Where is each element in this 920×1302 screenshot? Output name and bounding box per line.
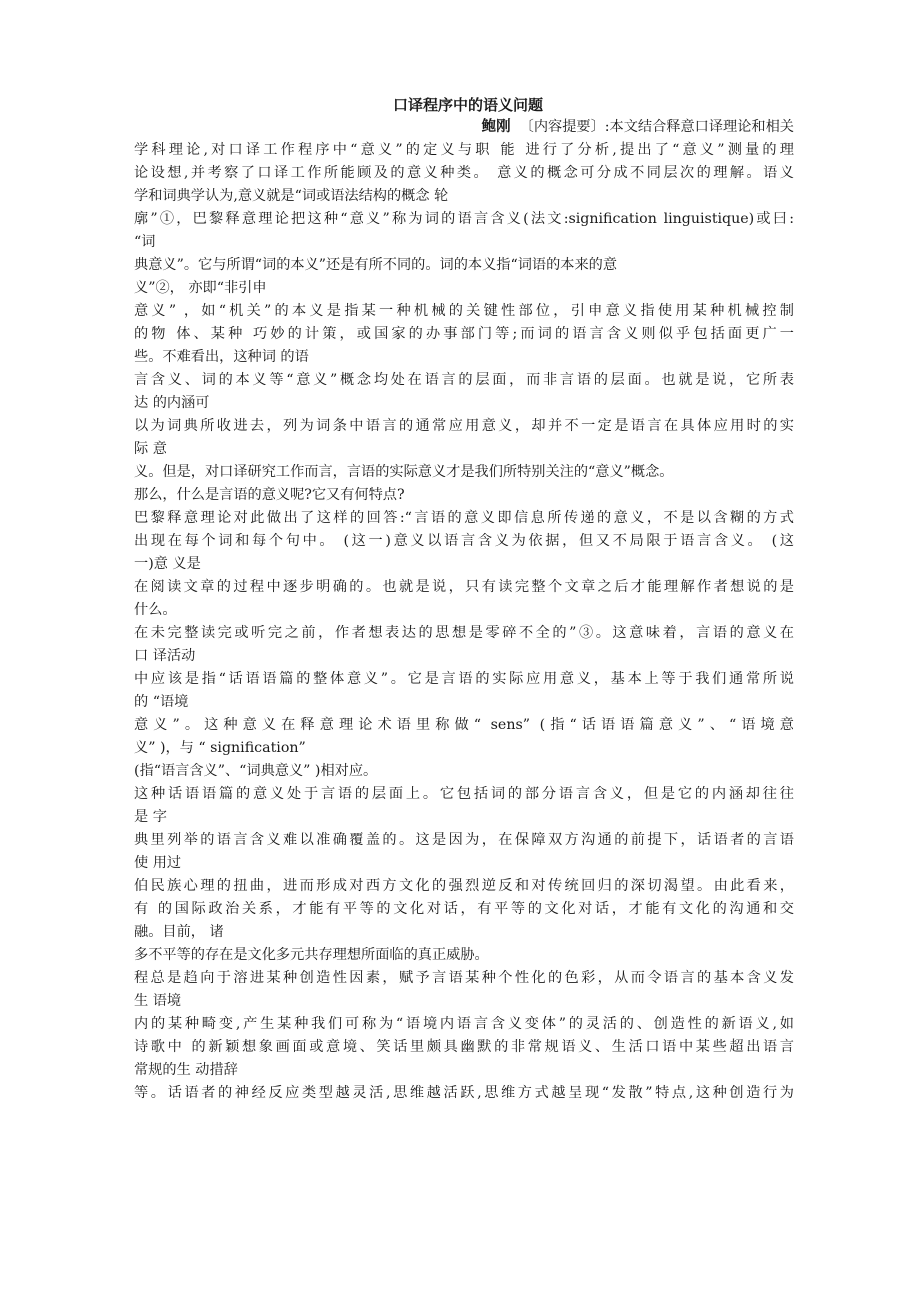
document-title: 口译程序中的语义问题 [392, 96, 543, 114]
text-line: 学和词典学认为,意义就是“词或语法结构的概念 轮 [134, 188, 449, 204]
text-line: 多不平等的存在是文化多元共存理想所面临的真正威胁。 [134, 947, 489, 963]
text-line: 常规的生 动措辞 [134, 1062, 238, 1078]
text-line: 巴黎释意理论对此做出了这样的回答:“言语的意义即信息所传递的意义，不是以含糊的方式 [134, 510, 794, 526]
text-line: 伯民族心理的扭曲，进而形成对西方文化的强烈逆反和对传统回归的深切渴望。由此看来， [134, 878, 794, 894]
text-line: 那么，什么是言语的意义呢?它又有何特点? [134, 487, 405, 503]
text-line: 些。不难看出，这种词 的语 [134, 349, 309, 365]
author-name: 鲍刚 [481, 119, 511, 135]
text-line: 以为词典所收进去，列为词条中语言的通常应用意义，却并不一定是语言在具体应用时的实 [134, 418, 794, 434]
text-line: 的物 体、某种 巧妙的计策，或国家的办事部门等;而词的语言含义则似乎包括面更广一 [134, 326, 794, 342]
text-line: 义” )，与 “ signification” [134, 740, 306, 756]
text-line: 诗歌中 的新颖想象画面或意境、笑话里颇具幽默的非常规语义、生活口语中某些超出语言 [134, 1039, 794, 1055]
text-line: 意义”。这种意义在释意理论术语里称做“ sens” (指“话语语篇意义”、“语境意 [134, 717, 794, 733]
text-line: 意义” ，如“机关”的本义是指某一种机械的关键性部位，引申意义指使用某种机械控制 [134, 303, 794, 319]
text-line: 什么。 [134, 602, 177, 618]
text-line: 出现在每个词和每个句中。 (这一)意义以语言含义为依据，但又不局限于语言含义。 (这 [134, 533, 794, 549]
text-line: 义”②， 亦即“非引申 [134, 280, 267, 296]
text-line: (指“语言含义”、“词典意义” )相对应。 [134, 763, 378, 779]
text-line: 在阅读文章的过程中逐步明确的。也就是说，只有读完整个文章之后才能理解作者想说的是 [134, 579, 794, 595]
text-line: 典意义”。它与所谓“词的本义”还是有所不同的。词的本义指“词语的本来的意 [134, 257, 618, 273]
text-line: 际 意 [134, 441, 167, 457]
text-line: 达 的内涵可 [134, 395, 210, 411]
document-page [134, 94, 794, 1105]
text-line: 程总是趋向于溶进某种创造性因素，赋予言语某种个性化的色彩，从而令语言的基本含义发 [134, 970, 794, 986]
text-line: 使 用过 [134, 855, 182, 871]
text-line: 中应该是指“话语语篇的整体意义”。它是言语的实际应用意义，基本上等于我们通常所说 [134, 671, 794, 687]
text-line: 融。目前， 诸 [134, 924, 224, 940]
text-line: 这种话语语篇的意义处于言语的层面上。它包括词的部分语言含义，但是它的内涵却往往 [134, 786, 794, 802]
text-line: 生 语境 [134, 993, 182, 1009]
author-line [134, 116, 794, 139]
text-line: 典里列举的语言含义难以准确覆盖的。这是因为，在保障双方沟通的前提下，话语者的言语 [134, 832, 794, 848]
text-line: 廓”①，巴黎释意理论把这种“意义”称为词的语言含义(法文:signification linguistique)或曰: [134, 211, 794, 227]
text-line: 在未完整读完或听完之前，作者想表达的思想是零碎不全的”③。这意味着，言语的意义在 [134, 625, 794, 641]
text-line: 等。话语者的神经反应类型越灵活,思维越活跃,思维方式越呈现“发散”特点,这种创造行为 [134, 1085, 794, 1101]
abstract-heading: 〔内容提要〕:本文结合释意口译理论和相关 [519, 119, 794, 135]
text-line: 论设想,并考察了口译工作所能顾及的意义种类。 意义的概念可分成不同层次的理解。语义 [134, 165, 794, 181]
text-line: 口 译活动 [134, 648, 196, 664]
text-line: 一)意 义是 [134, 556, 201, 572]
text-line: 义。但是，对口译研究工作而言，言语的实际意义才是我们所特别关注的“意义”概念。 [134, 464, 674, 480]
text-line: 内的某种畸变,产生某种我们可称为“语境内语言含义变体”的灵活的、创造性的新语义,如 [134, 1016, 794, 1032]
text-line: 学科理论,对口译工作程序中“意义”的定义与职 能 进行了分析,提出了“意义”测量的理 [134, 142, 794, 158]
text-line: 的 “语境 [134, 694, 189, 710]
text-line: 言含义、词的本义等“意义”概念均处在语言的层面，而非言语的层面。也就是说，它所表 [134, 372, 794, 388]
text-line: “词 [134, 234, 156, 250]
text-line: 有 的国际政治关系，才能有平等的文化对话，有平等的文化对话，才能有文化的沟通和交 [134, 901, 794, 917]
text-line: 是 字 [134, 809, 167, 825]
